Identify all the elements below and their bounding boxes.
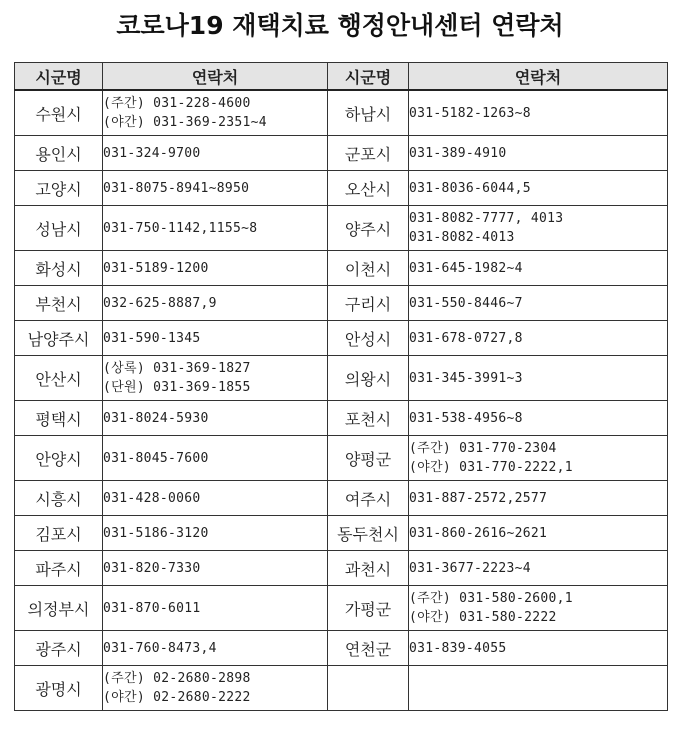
table-row bbox=[15, 586, 668, 631]
city-name: 연천군 bbox=[328, 631, 409, 666]
contact-cell bbox=[409, 436, 668, 481]
table-row bbox=[15, 321, 668, 356]
contact-cell bbox=[409, 90, 668, 136]
contact-cell bbox=[103, 666, 328, 711]
phone-number: 031-5186-3120 bbox=[103, 525, 209, 541]
contact-cell bbox=[103, 251, 328, 286]
phone-number: (야간) 031-369-2351~4 bbox=[103, 115, 267, 130]
contact-cell bbox=[409, 401, 668, 436]
header-contact-right: 연락처 bbox=[409, 63, 668, 91]
contact-cell bbox=[103, 481, 328, 516]
city-name: 양평군 bbox=[328, 436, 409, 481]
contact-cell bbox=[409, 286, 668, 321]
city-name: 동두천시 bbox=[328, 516, 409, 551]
city-name: 안양시 bbox=[15, 436, 103, 481]
contact-cell bbox=[409, 586, 668, 631]
contact-cell bbox=[103, 171, 328, 206]
phone-number: 031-550-8446~7 bbox=[409, 295, 523, 311]
table-row bbox=[15, 481, 668, 516]
contact-cell bbox=[409, 666, 668, 711]
contact-table bbox=[14, 62, 668, 711]
contact-cell bbox=[103, 286, 328, 321]
phone-number: 031-8082-4013 bbox=[409, 230, 515, 245]
phone-number: 031-428-0060 bbox=[103, 490, 201, 506]
phone-number: 031-8045-7600 bbox=[103, 450, 209, 466]
header-city-right: 시군명 bbox=[328, 63, 409, 91]
contact-cell bbox=[409, 481, 668, 516]
city-name: 안성시 bbox=[328, 321, 409, 356]
table-row bbox=[15, 436, 668, 481]
city-name: 파주시 bbox=[15, 551, 103, 586]
contact-cell bbox=[103, 516, 328, 551]
phone-number: (주간) 02-2680-2898 bbox=[103, 671, 251, 686]
table-row bbox=[15, 666, 668, 711]
table-row bbox=[15, 206, 668, 251]
city-name: 남양주시 bbox=[15, 321, 103, 356]
contact-cell bbox=[103, 206, 328, 251]
city-name: 화성시 bbox=[15, 251, 103, 286]
table-row bbox=[15, 516, 668, 551]
phone-number: 031-839-4055 bbox=[409, 640, 507, 656]
contact-cell bbox=[409, 551, 668, 586]
contact-cell bbox=[409, 631, 668, 666]
phone-number: 031-389-4910 bbox=[409, 145, 507, 161]
page-title: 코로나19 재택치료 행정안내센터 연락처 bbox=[116, 11, 564, 40]
phone-number: (단원) 031-369-1855 bbox=[103, 380, 251, 395]
city-name bbox=[328, 666, 409, 711]
city-name: 이천시 bbox=[328, 251, 409, 286]
contact-cell bbox=[409, 321, 668, 356]
contact-cell bbox=[409, 136, 668, 171]
city-name: 의정부시 bbox=[15, 586, 103, 631]
city-name: 포천시 bbox=[328, 401, 409, 436]
phone-number: 031-820-7330 bbox=[103, 560, 201, 576]
table-row bbox=[15, 551, 668, 586]
phone-number: 031-590-1345 bbox=[103, 330, 201, 346]
city-name: 양주시 bbox=[328, 206, 409, 251]
phone-number: 031-860-2616~2621 bbox=[409, 525, 548, 541]
table-row bbox=[15, 286, 668, 321]
header-city-left: 시군명 bbox=[15, 63, 103, 91]
contact-cell bbox=[103, 436, 328, 481]
phone-number: 031-8024-5930 bbox=[103, 410, 209, 426]
city-name: 과천시 bbox=[328, 551, 409, 586]
table-row bbox=[15, 401, 668, 436]
city-name: 여주시 bbox=[328, 481, 409, 516]
city-name: 김포시 bbox=[15, 516, 103, 551]
phone-number: 031-870-6011 bbox=[103, 600, 201, 616]
contact-cell bbox=[409, 516, 668, 551]
phone-number: 031-887-2572,2577 bbox=[409, 490, 548, 506]
phone-number: 031-760-8473,4 bbox=[103, 640, 217, 656]
contact-cell bbox=[103, 136, 328, 171]
phone-number: 031-5182-1263~8 bbox=[409, 105, 531, 121]
city-name: 오산시 bbox=[328, 171, 409, 206]
contact-cell bbox=[409, 251, 668, 286]
phone-number: (주간) 031-580-2600,1 bbox=[409, 591, 573, 606]
phone-number: 032-625-8887,9 bbox=[103, 295, 217, 311]
city-name: 안산시 bbox=[15, 356, 103, 401]
city-name: 광주시 bbox=[15, 631, 103, 666]
phone-number: (야간) 031-770-2222,1 bbox=[409, 460, 573, 475]
phone-number: (야간) 02-2680-2222 bbox=[103, 690, 251, 705]
phone-number: 031-750-1142,1155~8 bbox=[103, 220, 258, 236]
table-row bbox=[15, 356, 668, 401]
city-name: 고양시 bbox=[15, 171, 103, 206]
city-name: 군포시 bbox=[328, 136, 409, 171]
table-row bbox=[15, 631, 668, 666]
phone-number: 031-8082-7777, 4013 bbox=[409, 211, 564, 226]
city-name: 성남시 bbox=[15, 206, 103, 251]
city-name: 부천시 bbox=[15, 286, 103, 321]
city-name: 평택시 bbox=[15, 401, 103, 436]
phone-number: 031-3677-2223~4 bbox=[409, 560, 531, 576]
contact-cell bbox=[103, 551, 328, 586]
table-header-row bbox=[15, 63, 668, 91]
table-row bbox=[15, 136, 668, 171]
contact-cell bbox=[103, 631, 328, 666]
contact-cell bbox=[103, 586, 328, 631]
city-name: 구리시 bbox=[328, 286, 409, 321]
contact-cell bbox=[409, 356, 668, 401]
header-contact-left: 연락처 bbox=[103, 63, 328, 91]
city-name: 수원시 bbox=[15, 90, 103, 136]
contact-cell bbox=[409, 171, 668, 206]
city-name: 시흥시 bbox=[15, 481, 103, 516]
phone-number: 031-645-1982~4 bbox=[409, 260, 523, 276]
phone-number: (야간) 031-580-2222 bbox=[409, 610, 557, 625]
city-name: 광명시 bbox=[15, 666, 103, 711]
table-body bbox=[15, 90, 668, 711]
table-row bbox=[15, 171, 668, 206]
city-name: 용인시 bbox=[15, 136, 103, 171]
table-row bbox=[15, 90, 668, 136]
city-name: 의왕시 bbox=[328, 356, 409, 401]
phone-number: 031-324-9700 bbox=[103, 145, 201, 161]
contact-cell bbox=[103, 401, 328, 436]
phone-number: 031-678-0727,8 bbox=[409, 330, 523, 346]
contact-cell bbox=[103, 321, 328, 356]
table-row bbox=[15, 251, 668, 286]
phone-number: 031-345-3991~3 bbox=[409, 370, 523, 386]
city-name: 가평군 bbox=[328, 586, 409, 631]
contact-cell bbox=[103, 356, 328, 401]
phone-number: 031-8075-8941~8950 bbox=[103, 180, 250, 196]
contact-cell bbox=[103, 90, 328, 136]
phone-number: (주간) 031-770-2304 bbox=[409, 441, 557, 456]
phone-number: 031-8036-6044,5 bbox=[409, 180, 531, 196]
contact-cell bbox=[409, 206, 668, 251]
phone-number: 031-5189-1200 bbox=[103, 260, 209, 276]
phone-number: (상록) 031-369-1827 bbox=[103, 361, 251, 376]
phone-number: (주간) 031-228-4600 bbox=[103, 96, 251, 111]
phone-number: 031-538-4956~8 bbox=[409, 410, 523, 426]
city-name: 하남시 bbox=[328, 90, 409, 136]
